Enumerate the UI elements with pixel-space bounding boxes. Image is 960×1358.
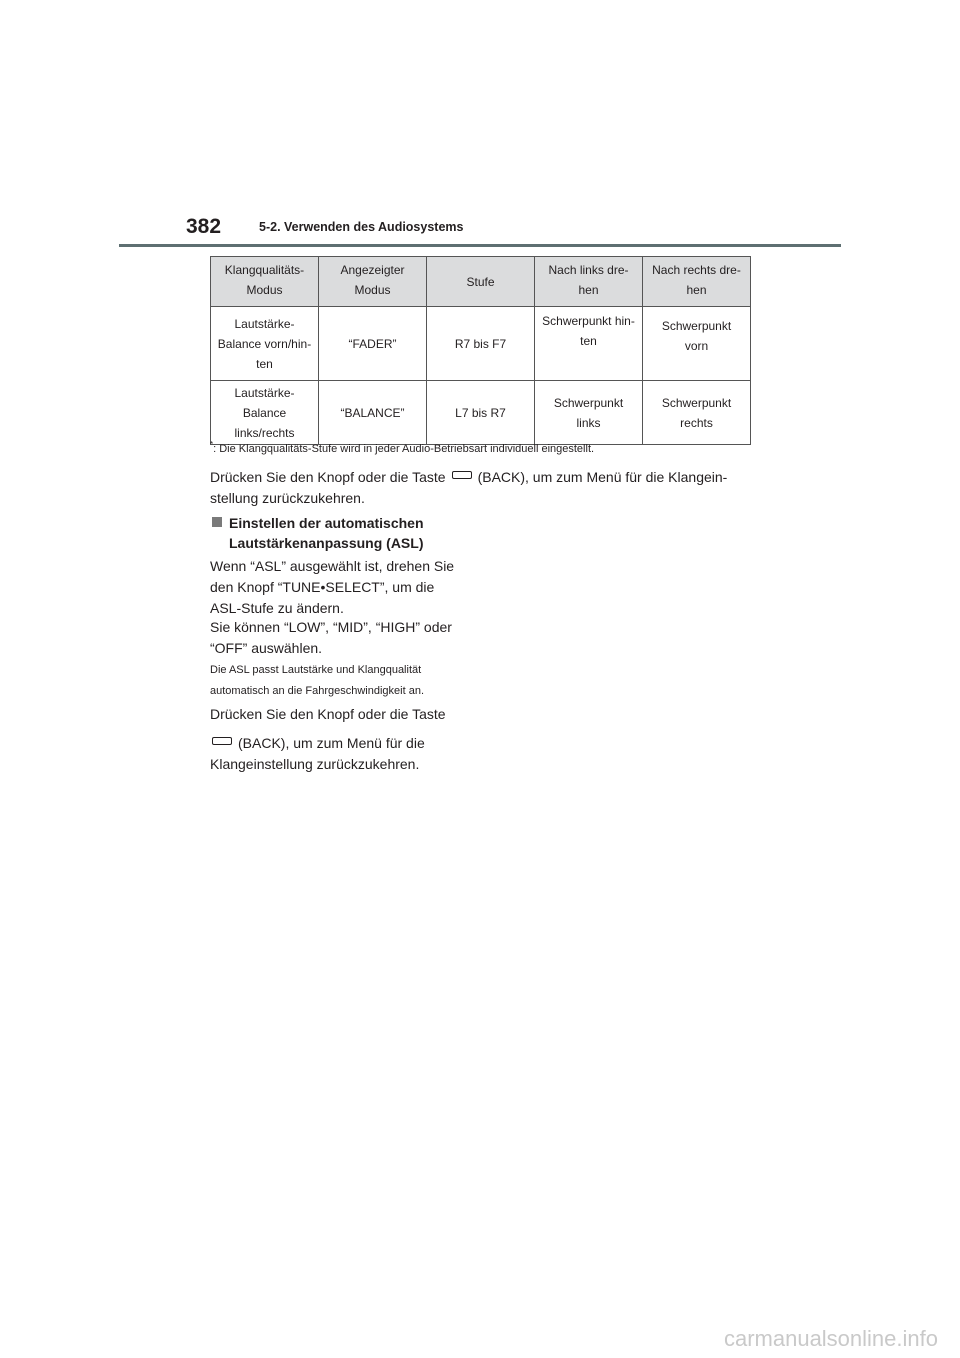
paragraph-line: Drücken Sie den Knopf oder die Taste	[210, 706, 446, 722]
cell-line: hen	[578, 283, 599, 297]
note-line: automatisch an die Fahrgeschwindigkeit an.	[210, 685, 425, 697]
table-row	[211, 307, 751, 381]
heading-line: Lautstärkenanpassung (ASL)	[229, 535, 424, 551]
cell-line: Balance vorn/hin-	[217, 336, 312, 351]
table-cell	[427, 307, 535, 381]
back-button-icon	[212, 737, 232, 745]
cell-line: hen	[686, 283, 707, 297]
table-cell	[643, 381, 751, 445]
cell-line: rechts	[680, 415, 713, 430]
cell-line: “BALANCE”	[340, 405, 405, 420]
cell-line: ten	[580, 334, 597, 348]
paragraph-line: Wenn “ASL” ausgewählt ist, drehen Sie	[210, 558, 455, 574]
cell-line: Stufe	[466, 274, 495, 289]
square-bullet-icon	[212, 517, 222, 527]
paragraph-line-with-icon	[210, 733, 446, 754]
paragraph-line: Sie können “LOW”, “MID”, “HIGH” oder	[210, 619, 452, 635]
cell-line: ten	[256, 356, 273, 371]
table-cell	[211, 307, 319, 381]
cell-line: L7 bis R7	[455, 405, 506, 420]
header-cell-turn-right	[643, 257, 751, 307]
cell-line: links/rechts	[234, 425, 295, 440]
asl-note	[210, 660, 424, 702]
header-cell-level	[427, 257, 535, 307]
cell-line: Lautstärke-	[234, 316, 295, 331]
paragraph-text: (BACK), um zum Menü für die	[238, 735, 425, 751]
cell-line: Nach rechts dre-	[652, 263, 741, 277]
cell-line: Angezeigter	[340, 263, 405, 277]
table-header-row	[211, 257, 751, 307]
cell-line: R7 bis F7	[454, 336, 507, 351]
paragraph-line: “OFF” auswählen.	[210, 640, 323, 656]
cell-line: Schwerpunkt	[661, 319, 732, 333]
heading-line: Einstellen der automatischen	[229, 515, 424, 531]
paragraph-text: (BACK), um zum Menü für die Klangein-	[477, 469, 728, 485]
back-button-icon	[452, 471, 472, 479]
asl-return-paragraph	[210, 704, 446, 775]
paragraph-line: ASL-Stufe zu ändern.	[210, 600, 344, 616]
cell-line: Modus	[354, 283, 391, 297]
cell-line: Schwerpunkt	[661, 395, 732, 410]
cell-line: Schwerpunkt hin-	[542, 314, 635, 328]
table-cell	[643, 307, 751, 381]
cell-line: “FADER”	[348, 336, 397, 351]
table-cell	[319, 307, 427, 381]
paragraph-line: den Knopf “TUNE•SELECT”, um die	[210, 579, 435, 595]
paragraph-text: Drücken Sie den Knopf oder die Taste	[210, 469, 446, 485]
header-divider	[119, 244, 841, 247]
asl-heading	[212, 513, 424, 553]
cell-line: vorn	[684, 339, 709, 353]
cell-line: Nach links dre-	[548, 263, 629, 277]
footnote-text: : Die Klangqualitäts-Stufe wird in jeder Audio-Betriebsart individuell eingestellt.	[213, 443, 595, 455]
watermark: carmanualsonline.info	[723, 1326, 938, 1351]
cell-line: Modus	[246, 283, 283, 297]
cell-line: links	[576, 415, 601, 430]
cell-line: Klangqualitäts-	[224, 263, 305, 277]
note-line: Die ASL passt Lautstärke und Klangqualität	[210, 664, 422, 676]
paragraph-text: stellung zurückzukehren.	[210, 490, 365, 506]
cell-line: Schwerpunkt	[553, 395, 624, 410]
page-number: 382	[186, 215, 222, 238]
header-cell-displayed-mode	[319, 257, 427, 307]
section-title: 5-2. Verwenden des Audiosystems	[259, 220, 464, 234]
table-cell	[535, 307, 643, 381]
sound-settings-table	[210, 256, 751, 445]
header-cell-mode	[211, 257, 319, 307]
paragraph-line: Klangeinstellung zurückzukehren.	[210, 756, 420, 772]
asl-instruction-paragraph	[210, 556, 454, 619]
return-paragraph	[210, 467, 770, 509]
table-footnote	[210, 434, 594, 460]
asl-options-paragraph	[210, 617, 452, 659]
cell-line: Balance	[242, 405, 287, 420]
cell-line: Lautstärke-	[234, 385, 295, 400]
header-cell-turn-left	[535, 257, 643, 307]
footnote-mark: *	[210, 440, 214, 449]
